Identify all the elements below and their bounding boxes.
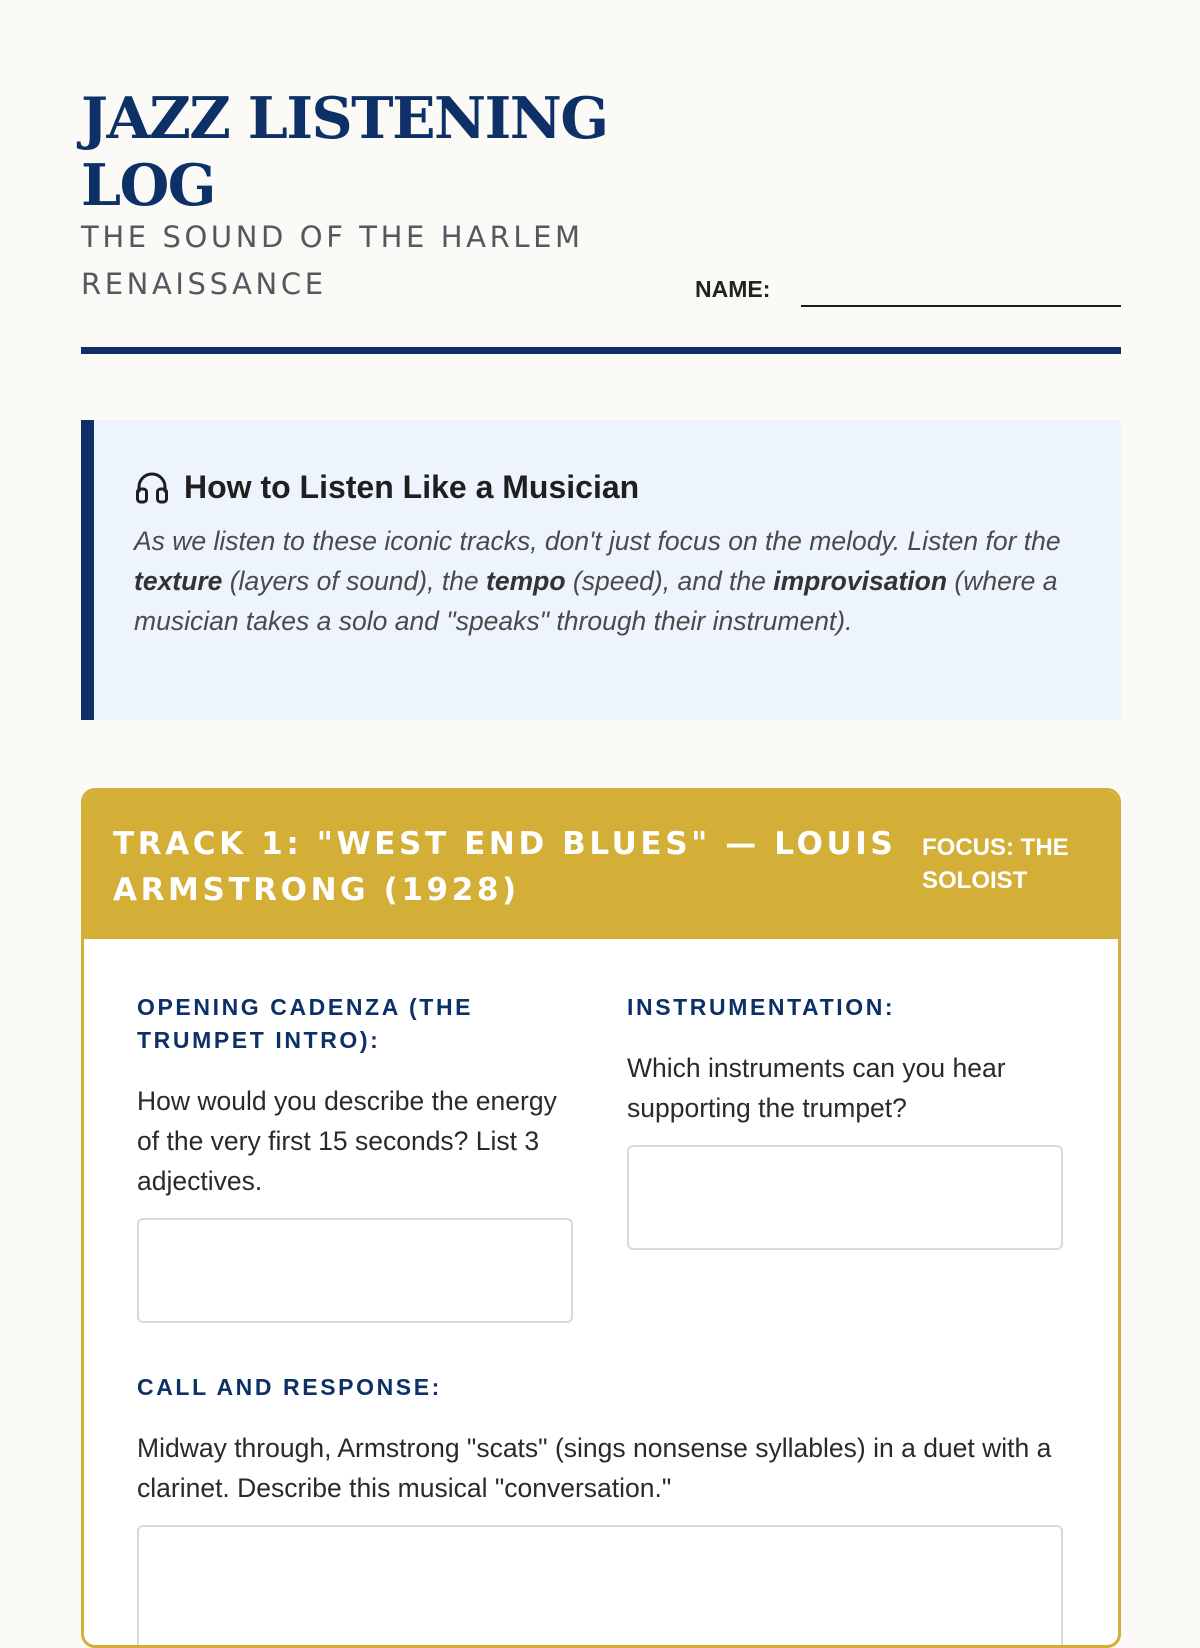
- track-focus-tag: FOCUS: THE SOLOIST: [922, 834, 1069, 894]
- callout-text: (speed), and the: [565, 566, 774, 596]
- callout-text: (where a musician takes a solo and "speaks" through their instrument).: [134, 566, 1058, 636]
- name-label: NAME:: [695, 276, 771, 302]
- headphones-icon: [134, 469, 170, 505]
- answer-box[interactable]: [627, 1145, 1063, 1250]
- header-divider: [81, 347, 1121, 354]
- callout-text: (layers of sound), the: [222, 566, 487, 596]
- answer-box[interactable]: [137, 1525, 1063, 1648]
- callout-heading: [134, 462, 639, 512]
- question-label: CALL AND RESPONSE:: [137, 1374, 442, 1400]
- page-title: JAZZ LISTENING LOG: [81, 85, 608, 219]
- listening-tips-callout: [81, 420, 1121, 720]
- answer-box[interactable]: [137, 1218, 573, 1323]
- question-prompt: How would you describe the energy of the very first 15 seconds? List 3 adjectives.: [137, 1086, 557, 1196]
- track-card-1: [81, 788, 1121, 1648]
- worksheet-page: [81, 0, 1121, 1503]
- worksheet-header: [81, 0, 1121, 356]
- question-label: INSTRUMENTATION:: [627, 994, 896, 1020]
- term-improvisation: improvisation: [773, 566, 948, 596]
- question-prompt: Midway through, Armstrong "scats" (sings nonsense syllables) in a duet with a clarinet. Describe this musical "conversation.": [137, 1433, 1052, 1503]
- name-blank-line[interactable]: [801, 305, 1121, 307]
- question-label: OPENING CADENZA (THE TRUMPET INTRO):: [137, 994, 474, 1053]
- track-title: TRACK 1: "WEST END BLUES" — LOUIS ARMSTRONG (1928): [113, 826, 897, 908]
- question-instrumentation: [627, 991, 1063, 1250]
- callout-title: How to Listen Like a Musician: [184, 468, 640, 505]
- callout-body: [134, 521, 1084, 641]
- term-texture: texture: [134, 566, 223, 596]
- track-card-header: [84, 791, 1118, 939]
- page-subtitle: THE SOUND OF THE HARLEM RENAISSANCE: [81, 220, 584, 301]
- question-call-and-response: [137, 1371, 1063, 1648]
- question-prompt: Which instruments can you hear supporting the trumpet?: [627, 1053, 1006, 1123]
- question-opening-cadenza: [137, 991, 573, 1323]
- callout-text: As we listen to these iconic tracks, don't just focus on the melody. Listen for the: [134, 526, 1061, 556]
- name-field: [695, 270, 1121, 310]
- term-tempo: tempo: [486, 566, 566, 596]
